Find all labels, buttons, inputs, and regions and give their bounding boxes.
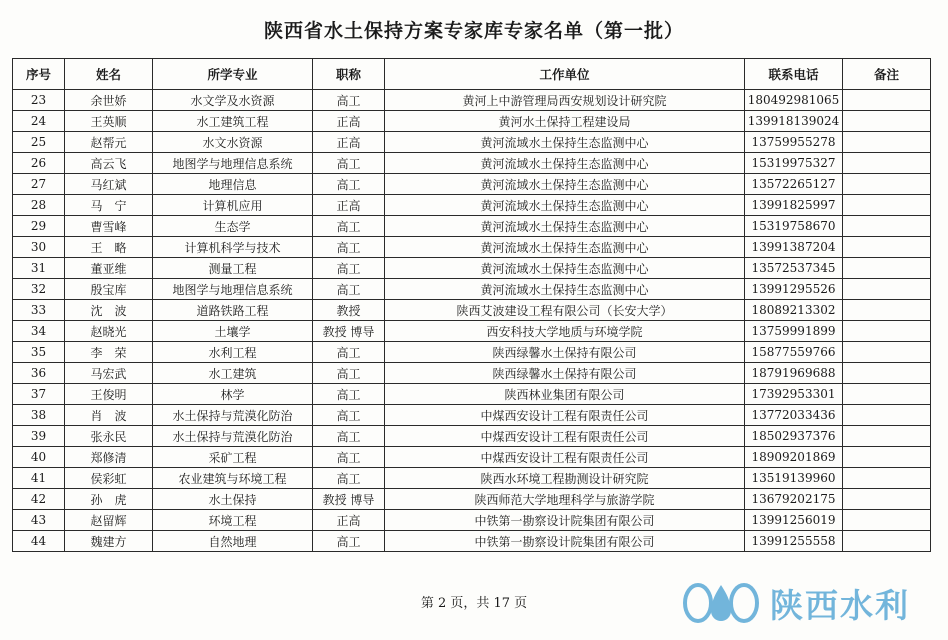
table-row [13,489,931,510]
table-row [13,153,931,174]
water-drop-logo-icon [680,581,762,625]
cell-name: 赵留辉 [65,510,153,531]
cell-index: 24 [13,111,65,132]
cell-name: 张永民 [65,426,153,447]
table-row [13,426,931,447]
cell-phone: 13679202175 [745,489,843,510]
cell-title: 正高 [313,195,385,216]
table-row [13,300,931,321]
table-row [13,195,931,216]
cell-employer: 黄河流域水土保持生态监测中心 [385,237,745,258]
cell-employer: 黄河水土保持工程建设局 [385,111,745,132]
cell-employer: 中煤西安设计工程有限责任公司 [385,447,745,468]
header-employer: 工作单位 [385,59,745,90]
cell-remarks [843,426,931,447]
cell-name: 侯彩虹 [65,468,153,489]
cell-phone: 18791969688 [745,363,843,384]
cell-employer: 陕西绿馨水土保持有限公司 [385,363,745,384]
cell-name: 李 荣 [65,342,153,363]
cell-index: 34 [13,321,65,342]
cell-phone: 13991295526 [745,279,843,300]
table-row [13,405,931,426]
cell-name: 马宏武 [65,363,153,384]
cell-phone: 13772033436 [745,405,843,426]
cell-title: 教授 [313,300,385,321]
cell-employer: 西安科技大学地质与环境学院 [385,321,745,342]
table-header-row [13,59,931,90]
cell-phone: 18909201869 [745,447,843,468]
cell-name: 高云飞 [65,153,153,174]
cell-major: 计算机应用 [153,195,313,216]
cell-major: 水工建筑 [153,363,313,384]
cell-index: 36 [13,363,65,384]
document-title: 陕西省水土保持方案专家库专家名单（第一批） [263,20,684,42]
cell-title: 高工 [313,447,385,468]
cell-phone: 18089213302 [745,300,843,321]
cell-remarks [843,384,931,405]
cell-phone: 13991825997 [745,195,843,216]
table-row [13,132,931,153]
cell-remarks [843,489,931,510]
cell-employer: 中铁第一勘察设计院集团有限公司 [385,510,745,531]
cell-name: 王 略 [65,237,153,258]
cell-major: 地图学与地理信息系统 [153,279,313,300]
cell-remarks [843,237,931,258]
cell-title: 正高 [313,132,385,153]
header-phone: 联系电话 [745,59,843,90]
cell-employer: 陕西艾波建设工程有限公司（长安大学） [385,300,745,321]
cell-remarks [843,153,931,174]
table-row [13,279,931,300]
cell-phone: 139918139024 [745,111,843,132]
cell-employer: 黄河流域水土保持生态监测中心 [385,132,745,153]
cell-title: 高工 [313,153,385,174]
cell-name: 郑修清 [65,447,153,468]
cell-phone: 13991255558 [745,531,843,552]
table-row [13,216,931,237]
cell-remarks [843,216,931,237]
cell-phone: 15319758670 [745,216,843,237]
cell-remarks [843,195,931,216]
cell-title: 高工 [313,384,385,405]
table-row [13,90,931,111]
watermark [680,578,942,628]
cell-employer: 黄河流域水土保持生态监测中心 [385,258,745,279]
cell-major: 农业建筑与环境工程 [153,468,313,489]
cell-employer: 陕西绿馨水土保持有限公司 [385,342,745,363]
cell-remarks [843,468,931,489]
page-footer: 第 2 页，共 17 页 [420,596,528,611]
cell-index: 42 [13,489,65,510]
cell-employer: 陕西师范大学地理科学与旅游学院 [385,489,745,510]
cell-index: 28 [13,195,65,216]
cell-name: 殷宝库 [65,279,153,300]
cell-employer: 黄河流域水土保持生态监测中心 [385,216,745,237]
cell-major: 水土保持与荒漠化防治 [153,405,313,426]
cell-phone: 13991256019 [745,510,843,531]
cell-index: 31 [13,258,65,279]
cell-name: 余世娇 [65,90,153,111]
table-row [13,384,931,405]
cell-major: 水工建筑工程 [153,111,313,132]
cell-employer: 陕西林业集团有限公司 [385,384,745,405]
cell-remarks [843,447,931,468]
cell-major: 环境工程 [153,510,313,531]
expert-table [12,58,931,552]
cell-major: 道路铁路工程 [153,300,313,321]
cell-index: 39 [13,426,65,447]
cell-index: 33 [13,300,65,321]
cell-index: 37 [13,384,65,405]
cell-phone: 15877559766 [745,342,843,363]
cell-title: 正高 [313,510,385,531]
cell-phone: 13572265127 [745,174,843,195]
cell-phone: 13759955278 [745,132,843,153]
cell-employer: 中铁第一勘察设计院集团有限公司 [385,531,745,552]
cell-index: 30 [13,237,65,258]
cell-title: 教授 博导 [313,489,385,510]
cell-index: 23 [13,90,65,111]
cell-employer: 陕西水环境工程勘测设计研究院 [385,468,745,489]
cell-major: 水文水资源 [153,132,313,153]
cell-title: 高工 [313,258,385,279]
cell-title: 正高 [313,111,385,132]
cell-name: 王俊明 [65,384,153,405]
header-major: 所学专业 [153,59,313,90]
cell-name: 董亚维 [65,258,153,279]
cell-phone: 180492981065 [745,90,843,111]
cell-index: 43 [13,510,65,531]
cell-remarks [843,279,931,300]
cell-remarks [843,111,931,132]
cell-index: 27 [13,174,65,195]
cell-title: 高工 [313,216,385,237]
cell-title: 高工 [313,468,385,489]
cell-title: 教授 博导 [313,321,385,342]
cell-major: 水文学及水资源 [153,90,313,111]
table-row [13,468,931,489]
cell-name: 马 宁 [65,195,153,216]
cell-phone: 17392953301 [745,384,843,405]
cell-index: 44 [13,531,65,552]
cell-employer: 中煤西安设计工程有限责任公司 [385,426,745,447]
cell-phone: 13572537345 [745,258,843,279]
header-remarks: 备注 [843,59,931,90]
cell-remarks [843,174,931,195]
cell-title: 高工 [313,342,385,363]
cell-title: 高工 [313,363,385,384]
cell-name: 魏建方 [65,531,153,552]
cell-phone: 18502937376 [745,426,843,447]
watermark-text: 陕西水利 [770,585,910,625]
cell-major: 水土保持与荒漠化防治 [153,426,313,447]
cell-phone: 13759991899 [745,321,843,342]
table-row [13,174,931,195]
table-row [13,447,931,468]
cell-title: 高工 [313,531,385,552]
header-index: 序号 [13,59,65,90]
cell-title: 高工 [313,90,385,111]
cell-name: 沈 波 [65,300,153,321]
cell-name: 曹雪峰 [65,216,153,237]
cell-remarks [843,132,931,153]
header-title: 职称 [313,59,385,90]
cell-remarks [843,510,931,531]
cell-name: 赵帮元 [65,132,153,153]
cell-employer: 黄河流域水土保持生态监测中心 [385,153,745,174]
table-row [13,363,931,384]
cell-name: 马红斌 [65,174,153,195]
cell-employer: 黄河流域水土保持生态监测中心 [385,195,745,216]
table-row [13,531,931,552]
cell-title: 高工 [313,237,385,258]
cell-major: 采矿工程 [153,447,313,468]
cell-title: 高工 [313,279,385,300]
cell-name: 王英顺 [65,111,153,132]
cell-index: 32 [13,279,65,300]
table-row [13,258,931,279]
cell-remarks [843,321,931,342]
cell-remarks [843,342,931,363]
cell-remarks [843,258,931,279]
cell-phone: 13991387204 [745,237,843,258]
cell-title: 高工 [313,405,385,426]
cell-major: 地理信息 [153,174,313,195]
cell-major: 生态学 [153,216,313,237]
table-row [13,111,931,132]
table-row [13,510,931,531]
cell-major: 林学 [153,384,313,405]
cell-major: 测量工程 [153,258,313,279]
cell-major: 土壤学 [153,321,313,342]
cell-index: 35 [13,342,65,363]
cell-name: 孙 虎 [65,489,153,510]
cell-phone: 15319975327 [745,153,843,174]
cell-remarks [843,405,931,426]
cell-remarks [843,90,931,111]
cell-index: 41 [13,468,65,489]
cell-index: 26 [13,153,65,174]
cell-title: 高工 [313,174,385,195]
cell-major: 地图学与地理信息系统 [153,153,313,174]
cell-major: 计算机科学与技术 [153,237,313,258]
cell-index: 29 [13,216,65,237]
cell-index: 38 [13,405,65,426]
cell-employer: 黄河流域水土保持生态监测中心 [385,174,745,195]
cell-employer: 黄河上中游管理局西安规划设计研究院 [385,90,745,111]
cell-major: 水利工程 [153,342,313,363]
cell-employer: 中煤西安设计工程有限责任公司 [385,405,745,426]
cell-major: 自然地理 [153,531,313,552]
table-row [13,342,931,363]
cell-title: 高工 [313,426,385,447]
cell-index: 40 [13,447,65,468]
cell-name: 赵晓光 [65,321,153,342]
cell-remarks [843,300,931,321]
table-row [13,237,931,258]
cell-employer: 黄河流域水土保持生态监测中心 [385,279,745,300]
header-name: 姓名 [65,59,153,90]
table-row [13,321,931,342]
cell-name: 肖 波 [65,405,153,426]
cell-remarks [843,363,931,384]
cell-major: 水土保持 [153,489,313,510]
cell-remarks [843,531,931,552]
cell-index: 25 [13,132,65,153]
cell-phone: 13519139960 [745,468,843,489]
